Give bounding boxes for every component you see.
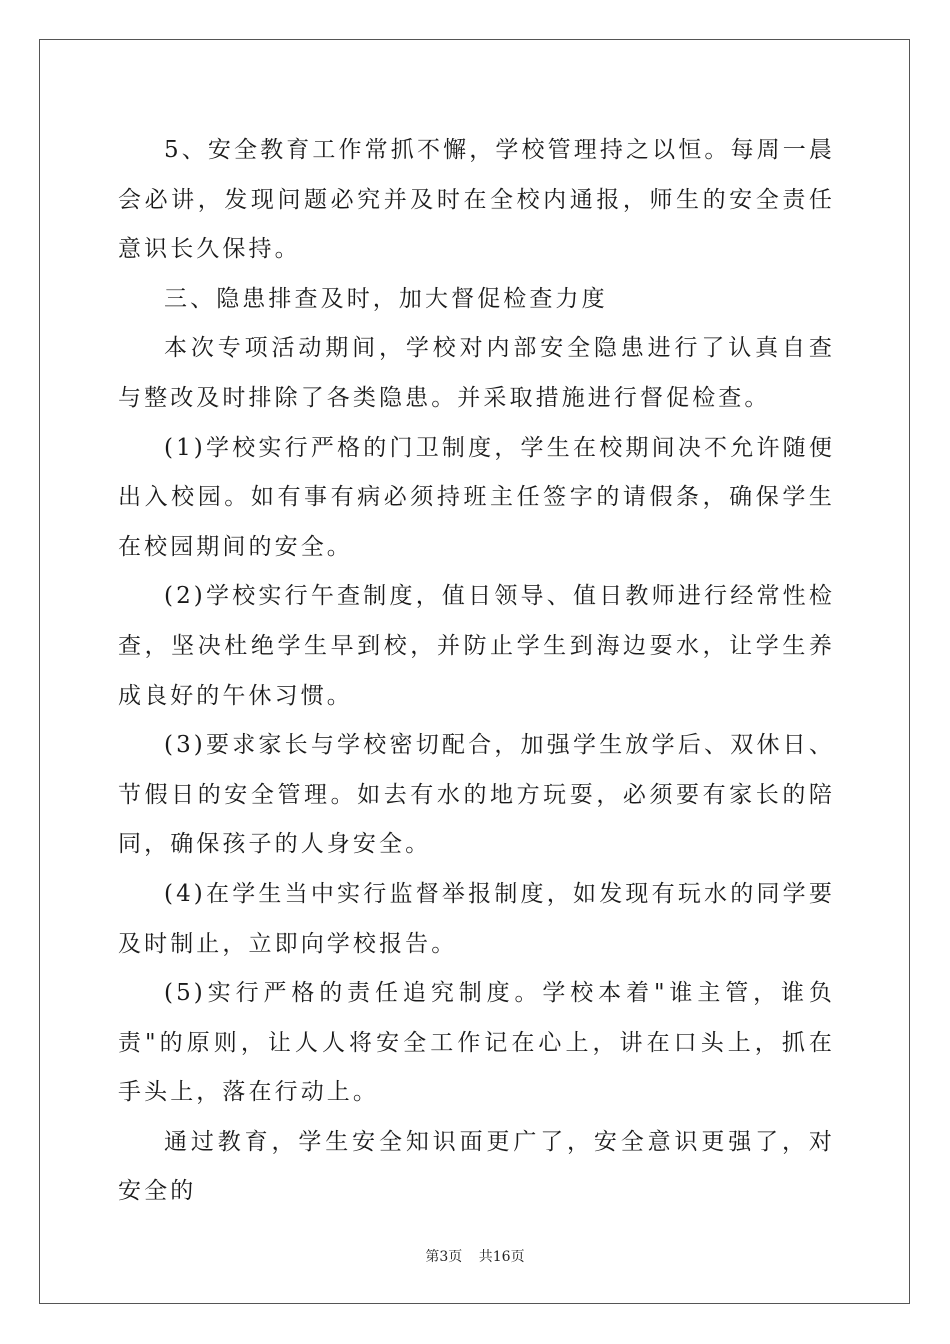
paragraph-item-4-reporting: (4)在学生当中实行监督举报制度，如发现有玩水的同学要及时制止，立即向学校报告。	[118, 880, 835, 957]
paragraph-special-activity: 本次专项活动期间，学校对内部安全隐患进行了认真自查与整改及时排除了各类隐患。并采取措施进行督促检查。	[118, 335, 835, 411]
paragraph-item-5-accountability: (5)实行严格的责任追究制度。学校本着"谁主管，谁负责"的原则，让人人将安全工作记在心上，讲在口头上，抓在手头上，落在行动上。	[118, 980, 835, 1106]
paragraph-conclusion: 通过教育，学生安全知识面更广了，安全意识更强了，对安全的	[118, 1128, 835, 1205]
page-number-total: 共16页	[478, 1249, 525, 1265]
paragraph-item-3-parent-cooperation: (3)要求家长与学校密切配合，加强学生放学后、双休日、节假日的安全管理。如去有水的地方玩耍，必须要有家长的陪同，确保孩子的人身安全。	[118, 732, 835, 858]
page-number-current: 第3页	[425, 1249, 463, 1265]
section-heading-hazard-inspection: 三、隐患排查及时，加大督促检查力度	[164, 285, 608, 312]
paragraph-item-2-noon-check: (2)学校实行午查制度，值日领导、值日教师进行经常性检查，坚决杜绝学生早到校，并防止学生到海边耍水，让学生养成良好的午休习惯。	[118, 583, 835, 709]
paragraph-safety-education: 5、安全教育工作常抓不懈，学校管理持之以恒。每周一晨会必讲，发现问题必究并及时在全校内通报，师生的安全责任意识长久保持。	[118, 137, 835, 263]
page-footer	[0, 1246, 950, 1266]
document-body	[118, 126, 835, 1217]
paragraph-item-1-gate-guard: (1)学校实行严格的门卫制度，学生在校期间决不允许随便出入校园。如有事有病必须持班主任签字的请假条，确保学生在校园期间的安全。	[118, 434, 835, 560]
